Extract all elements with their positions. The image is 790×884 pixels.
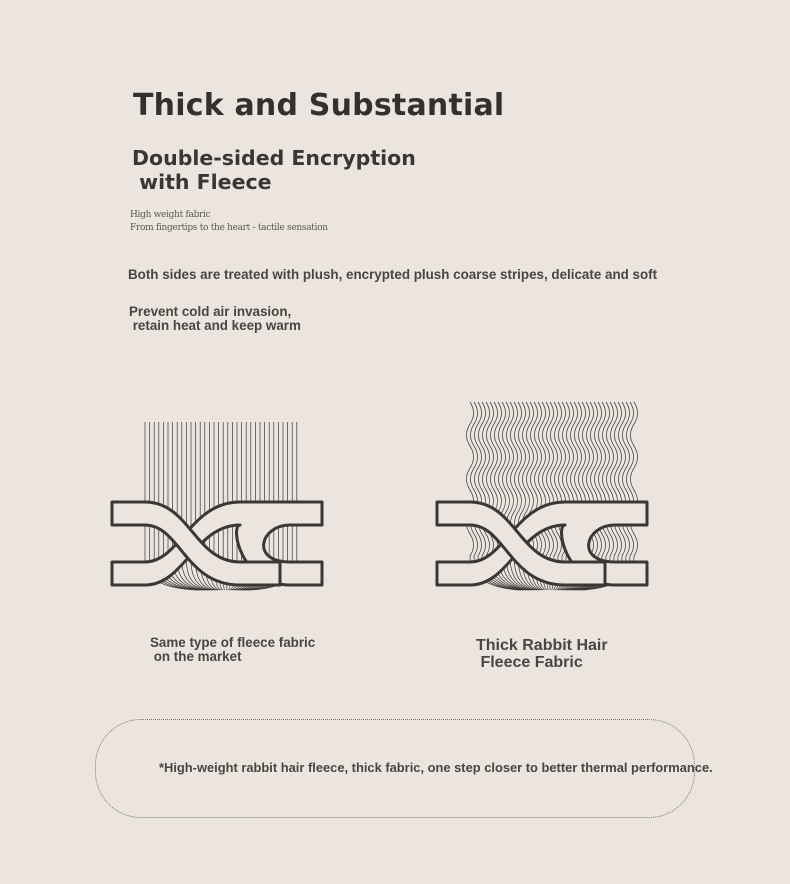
left-caption-line-2: on the market bbox=[150, 649, 242, 664]
rabbit-hair-fleece-diagram bbox=[425, 390, 675, 600]
right-caption-line-1: Thick Rabbit Hair bbox=[476, 637, 608, 654]
warmth-line-1: Prevent cold air invasion, bbox=[129, 304, 292, 319]
left-caption-line-1: Same type of fleece fabric bbox=[150, 635, 316, 650]
weave-braid bbox=[112, 502, 322, 585]
ordinary-fleece-diagram bbox=[100, 410, 350, 600]
tagline bbox=[130, 209, 328, 235]
right-caption bbox=[476, 637, 608, 671]
left-caption bbox=[150, 636, 315, 664]
warmth-text bbox=[129, 305, 301, 333]
subtitle-line-1: Double-sided Encryption bbox=[132, 146, 416, 170]
tagline-line-2: From fingertips to the heart - tactile sensation bbox=[130, 223, 328, 233]
description-text: Both sides are treated with plush, encrypted plush coarse stripes, delicate and soft bbox=[128, 267, 658, 282]
footnote-text: *High-weight rabbit hair fleece, thick fabric, one step closer to better thermal performance. bbox=[159, 760, 713, 775]
subtitle-line-2: with Fleece bbox=[132, 170, 272, 194]
right-caption-line-2: Fleece Fabric bbox=[476, 654, 583, 671]
tagline-line-1: High weight fabric bbox=[130, 210, 211, 220]
warmth-line-2: retain heat and keep warm bbox=[129, 318, 301, 333]
weave-braid bbox=[437, 502, 647, 585]
page-title: Thick and Substantial bbox=[133, 88, 505, 123]
subtitle bbox=[132, 146, 416, 194]
